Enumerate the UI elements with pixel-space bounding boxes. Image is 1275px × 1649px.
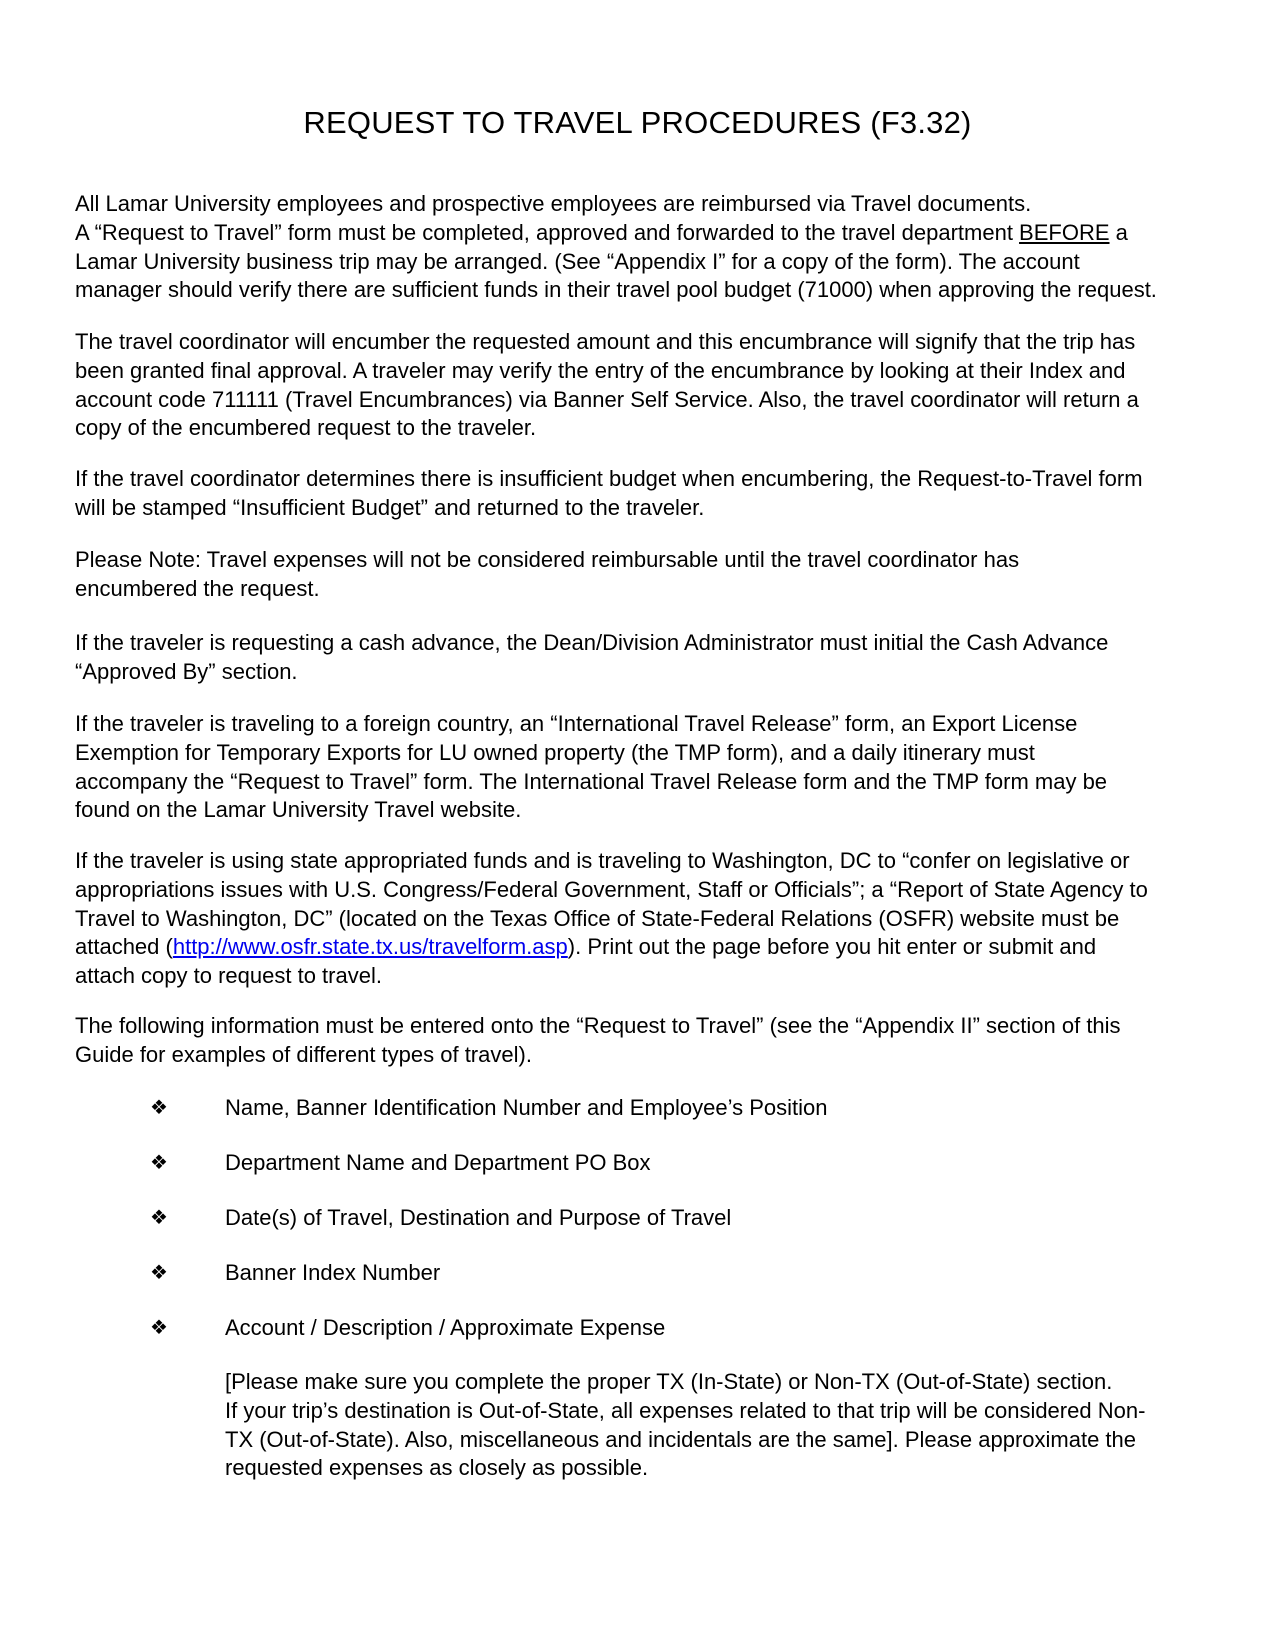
text-line: attach copy to request to travel.: [75, 963, 382, 989]
text-line: appropriations issues with U.S. Congress/Federal Government, Staff or Officials”; a “Report of State Agency to: [75, 876, 1148, 902]
paragraph-cash-advance: [75, 629, 1205, 687]
osfr-travel-form-link[interactable]: http://www.osfr.state.tx.us/travelform.asp: [172, 934, 568, 960]
paragraph-insufficient-budget: [75, 465, 1205, 523]
list-item: Department Name and Department PO Box: [225, 1150, 651, 1175]
diamond-bullet-icon: ❖: [150, 1207, 168, 1229]
text-line: will be stamped “Insufficient Budget” and returned to the traveler.: [75, 494, 705, 520]
paragraph-foreign-travel: [75, 710, 1205, 825]
paragraph-required-information: [75, 1012, 1205, 1070]
text-line: If the traveler is using state appropriated funds and is traveling to Washington, DC to “confer on legislative or: [75, 848, 1130, 873]
page-title: REQUEST TO TRAVEL PROCEDURES (F3.32): [303, 105, 972, 140]
paragraph-request-to-travel: [75, 190, 1205, 305]
text-line: If the traveler is traveling to a foreign country, an “International Travel Release” form, an Export License: [75, 711, 1078, 736]
text-line: copy of the encumbered request to the traveler.: [75, 415, 537, 441]
text-line: If the travel coordinator determines there is insufficient budget when encumbering, the Request-to-Travel form: [75, 466, 1143, 491]
text-line: requested expenses as closely as possible.: [225, 1455, 649, 1481]
text-line: If the traveler is requesting a cash advance, the Dean/Division Administrator must initial the Cash Advance: [75, 630, 1109, 655]
paragraph-please-note: [75, 546, 1205, 604]
text-line: The travel coordinator will encumber the requested amount and this encumbrance will signify that the trip has: [75, 329, 1136, 354]
text-line: A “Request to Travel” form must be completed, approved and forwarded to the travel department BEFORE a: [75, 219, 1128, 245]
text-line: Please Note: Travel expenses will not be considered reimbursable until the travel coordinator has: [75, 547, 1020, 572]
text-line: Lamar University business trip may be arranged. (See “Appendix I” for a copy of the form). The account: [75, 248, 1080, 274]
list-item: Account / Description / Approximate Expense: [225, 1315, 666, 1340]
diamond-bullet-icon: ❖: [150, 1262, 168, 1284]
text-line: TX (Out-of-State). Also, miscellaneous and incidentals are the same]. Please approximate the: [225, 1426, 1137, 1452]
diamond-bullet-icon: ❖: [150, 1152, 168, 1174]
paragraph-encumbrance: [75, 328, 1205, 443]
text-line: been granted final approval. A traveler may verify the entry of the encumbrance by looking at their Index and: [75, 357, 1126, 383]
text-line: account code 711111 (Travel Encumbrances) via Banner Self Service. Also, the travel coordinator will return a: [75, 386, 1139, 412]
text-line: If your trip’s destination is Out-of-State, all expenses related to that trip will be considered Non-: [225, 1397, 1146, 1423]
text-line: [Please make sure you complete the proper TX (In-State) or Non-TX (Out-of-State) section.: [225, 1369, 1113, 1394]
diamond-bullet-icon: ❖: [150, 1097, 168, 1119]
text-line: Exemption for Temporary Exports for LU owned property (the TMP form), and a daily itinerary must: [75, 739, 1035, 765]
text-line: Travel to Washington, DC” (located on the Texas Office of State-Federal Relations (OSFR) website must be: [75, 905, 1120, 931]
before-emphasis: BEFORE: [1019, 219, 1110, 245]
text-line: All Lamar University employees and prospective employees are reimbursed via Travel documents.: [75, 191, 1032, 216]
paragraph-washington-dc: [75, 847, 1205, 991]
diamond-bullet-icon: ❖: [150, 1317, 168, 1339]
list-item: Banner Index Number: [225, 1260, 441, 1285]
text-line: The following information must be entered onto the “Request to Travel” (see the “Appendix II” section of this: [75, 1013, 1121, 1038]
text-line: accompany the “Request to Travel” form. The International Travel Release form and the TMP form may be: [75, 768, 1108, 794]
expense-note: [225, 1368, 1205, 1483]
text-line: Guide for examples of different types of travel).: [75, 1041, 532, 1067]
list-item: Date(s) of Travel, Destination and Purpose of Travel: [225, 1205, 732, 1230]
text-line: “Approved By” section.: [75, 658, 298, 684]
text-line: manager should verify there are sufficient funds in their travel pool budget (71000) when approving the request.: [75, 277, 1157, 303]
text-line: found on the Lamar University Travel website.: [75, 797, 522, 823]
text-line: attached (http://www.osfr.state.tx.us/travelform.asp). Print out the page before you hit enter or submit and: [75, 934, 1097, 960]
list-item: Name, Banner Identification Number and Employee’s Position: [225, 1095, 828, 1120]
text-line: encumbered the request.: [75, 575, 320, 601]
